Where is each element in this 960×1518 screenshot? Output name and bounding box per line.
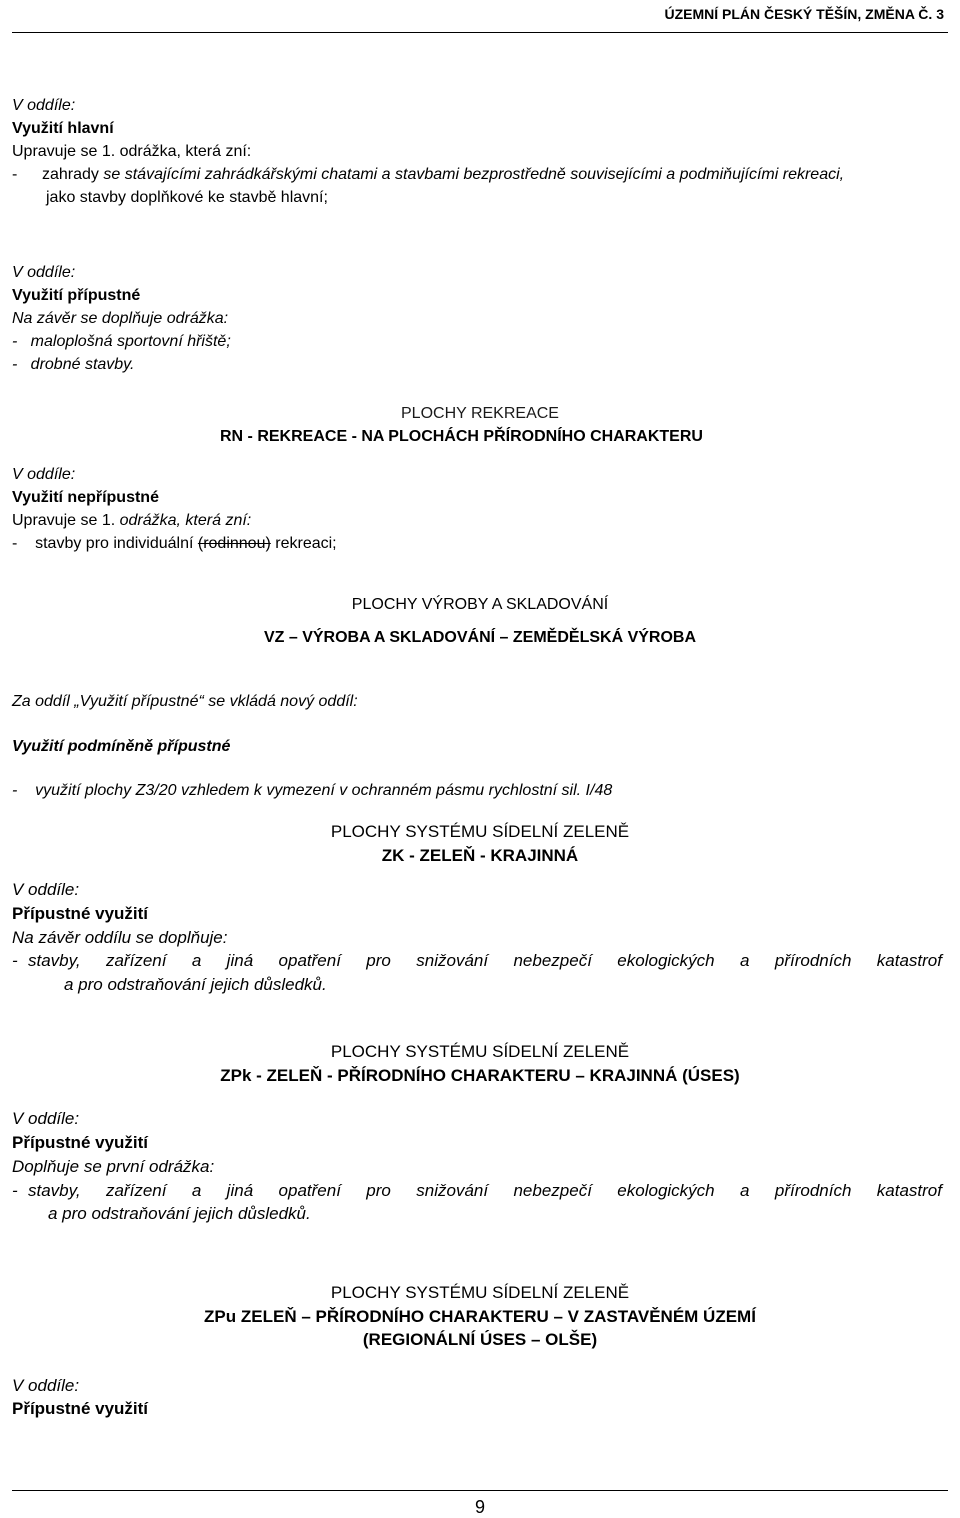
section-title: Využití přípustné — [12, 287, 141, 304]
section-subheading: ZPu ZELEŇ – PŘÍRODNÍHO CHARAKTERU – V ZASTAVĚNÉM ÚZEMÍ — [204, 1307, 756, 1326]
section-heading: PLOCHY SYSTÉMU SÍDELNÍ ZELENĚ — [330, 1283, 630, 1302]
list-item: - drobné stavby. — [12, 356, 135, 373]
list-item: - využití plochy Z3/20 vzhledem k vymezení v ochranném pásmu rychlostní sil. I/48 — [12, 782, 613, 799]
list-item-text-end: rekreaci; — [270, 535, 337, 552]
section-intro: Doplňuje se první odrážka: — [12, 1157, 215, 1176]
list-item-text: stavby, zařízení a jiná opatření pro snižování nebezpečí ekologických a přírodních katastrof — [28, 951, 942, 970]
section-title: Přípustné využití — [12, 1399, 149, 1418]
section-heading: PLOCHY SYSTÉMU SÍDELNÍ ZELENĚ — [330, 1042, 630, 1061]
list-item-italic-text: se stávajícími zahrádkářskými chatami a stavbami bezprostředně souvisejícími a podmiňujícími rekreaci, — [103, 166, 845, 183]
list-item-text: stavby pro individuální — [35, 535, 198, 552]
list-item-text: drobné stavby. — [30, 356, 135, 373]
intro-text: Upravuje se 1. — [12, 512, 120, 529]
section-title: Využití nepřípustné — [12, 489, 159, 506]
section-heading: PLOCHY REKREACE — [401, 405, 559, 422]
struck-text: (rodinnou) — [197, 535, 271, 552]
section-label: V oddíle: — [12, 264, 76, 281]
section-label: V oddíle: — [12, 97, 76, 114]
list-item — [42, 166, 844, 184]
list-item: - maloplošná sportovní hřiště; — [12, 333, 231, 350]
section-subheading: RN - REKREACE - NA PLOCHÁCH PŘÍRODNÍHO CHARAKTERU — [220, 428, 703, 445]
bullet-dash: - — [12, 166, 18, 183]
list-item-continuation: a pro odstraňování jejich důsledků. — [48, 1204, 311, 1223]
section-heading: PLOCHY VÝROBY A SKLADOVÁNÍ — [351, 596, 609, 613]
list-item-text: stavby, zařízení a jiná opatření pro snižování nebezpečí ekologických a přírodních katastrof — [28, 1181, 942, 1200]
list-item-continuation: jako stavby doplňkové ke stavbě hlavní; — [46, 189, 328, 206]
section-title: Přípustné využití — [12, 904, 149, 923]
page-number: 9 — [474, 1497, 485, 1517]
section-subheading: ZPk - ZELEŇ - PŘÍRODNÍHO CHARAKTERU – KRAJINNÁ (ÚSES) — [220, 1066, 740, 1085]
section-label: V oddíle: — [12, 466, 76, 483]
document-header-title: ÚZEMNÍ PLÁN ČESKÝ TĚŠÍN, ZMĚNA Č. 3 — [664, 6, 944, 22]
list-item-continuation: a pro odstraňování jejich důsledků. — [64, 975, 327, 994]
list-item: - stavby pro individuální (rodinnou) rekreaci; — [12, 535, 337, 552]
section-title: Využití hlavní — [12, 120, 114, 137]
section-heading: PLOCHY SYSTÉMU SÍDELNÍ ZELENĚ — [330, 822, 630, 841]
section-intro: Upravuje se 1. odrážka, která zní: — [12, 143, 252, 160]
section-intro: Na závěr se doplňuje odrážka: — [12, 310, 229, 327]
section-intro: Na závěr oddílu se doplňuje: — [12, 928, 228, 947]
list-item-text: využití plochy Z3/20 vzhledem k vymezení v ochranném pásmu rychlostní sil. I/48 — [35, 782, 613, 799]
list-item-text: zahrady — [42, 166, 104, 183]
intro-italic-text: odrážka, která zní: — [119, 512, 252, 529]
section-label: V oddíle: — [12, 1376, 80, 1395]
section-subheading: VZ – VÝROBA A SKLADOVÁNÍ – ZEMĚDĚLSKÁ VÝROBA — [263, 629, 697, 646]
section-subheading-2: (REGIONÁLNÍ ÚSES – OLŠE) — [362, 1330, 598, 1349]
bullet-dash: - — [12, 1181, 18, 1200]
section-label: V oddíle: — [12, 1109, 80, 1128]
footer-rule — [12, 1490, 948, 1491]
section-intro: Za oddíl „Využití přípustné“ se vkládá nový oddíl: — [12, 693, 358, 710]
section-title: Využití podmíněně přípustné — [12, 738, 231, 755]
bullet-dash: - — [12, 951, 18, 970]
header-rule — [12, 32, 948, 33]
section-intro — [12, 512, 251, 530]
section-label: V oddíle: — [12, 880, 80, 899]
section-title: Přípustné využití — [12, 1133, 149, 1152]
section-subheading: ZK - ZELEŇ - KRAJINNÁ — [381, 846, 579, 865]
list-item-text: maloplošná sportovní hřiště; — [30, 333, 231, 350]
